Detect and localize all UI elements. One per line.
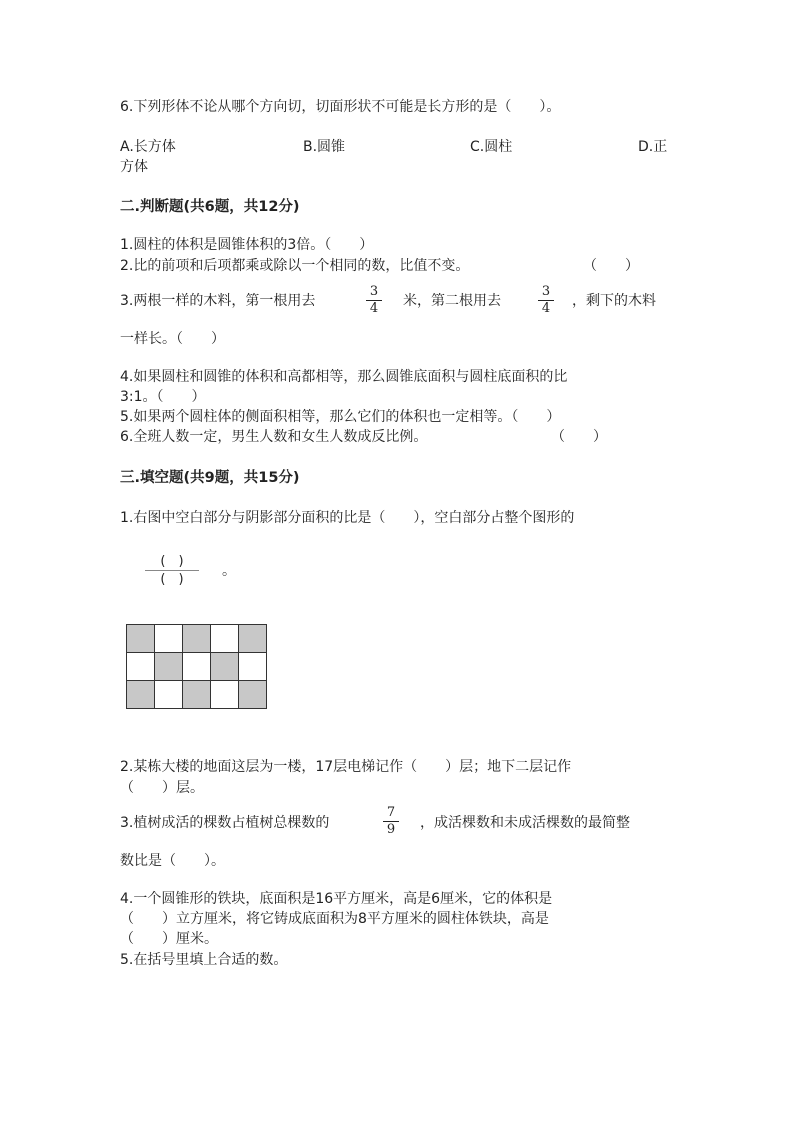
s2-q3-frac2-num: 3 — [541, 284, 551, 299]
grid-cell-shaded — [183, 681, 211, 709]
q6-option-d: D.正 — [638, 139, 668, 155]
s3-q2: 2.某栋大楼的地面这层为一楼，17层电梯记作（ ）层；地下二层记作 — [120, 759, 572, 775]
s2-q5: 5.如果两个圆柱体的侧面积相等，那么它们的体积也一定相等。（ ） — [120, 409, 561, 425]
grid-cell-blank — [211, 681, 239, 709]
s2-q3-frac1-num: 3 — [369, 284, 379, 299]
s3-q4-cont2: （ ）厘米。 — [120, 931, 218, 947]
q6-option-c: C.圆柱 — [470, 139, 513, 155]
grid-cell-shaded — [239, 681, 267, 709]
grid-cell-shaded — [211, 653, 239, 681]
grid-cell-blank — [155, 625, 183, 653]
s3-q3-frac-den: 9 — [386, 822, 396, 837]
grid-cell-blank — [211, 625, 239, 653]
grid-row — [127, 681, 267, 709]
s3-q4: 4.一个圆锥形的铁块，底面积是16平方厘米，高是6厘米，它的体积是 — [120, 891, 553, 907]
s2-q3-fraction-1 — [366, 285, 382, 316]
s2-q6: 6.全班人数一定，男生人数和女生人数成反比例。 — [120, 429, 428, 445]
s3-q1-frac-den: ( ) — [160, 572, 184, 587]
s2-q4: 4.如果圆柱和圆锥的体积和高都相等，那么圆锥底面积与圆柱底面积的比 — [120, 369, 568, 385]
grid-row — [127, 625, 267, 653]
s2-q2: 2.比的前项和后项都乘或除以一个相同的数，比值不变。 — [120, 258, 470, 274]
grid-cell-shaded — [183, 625, 211, 653]
grid-cell-blank — [239, 653, 267, 681]
s2-q3-part1: 3.两根一样的木料，第一根用去 — [120, 293, 316, 309]
s2-q4-cont: 3:1。（ ） — [120, 389, 206, 405]
s3-q4-cont1: （ ）立方厘米，将它铸成底面积为8平方厘米的圆柱体铁块，高是 — [120, 911, 549, 927]
s3-q1-period: 。 — [222, 563, 236, 579]
s3-q5: 5.在括号里填上合适的数。 — [120, 952, 288, 968]
grid-row — [127, 653, 267, 681]
grid-cell-shaded — [127, 625, 155, 653]
section3-title: 三.填空题(共9题，共15分) — [120, 470, 300, 486]
s3-q3-frac-num: 7 — [386, 805, 396, 820]
section2-title: 二.判断题(共6题，共12分) — [120, 199, 300, 215]
s3-q2-cont: （ ）层。 — [120, 780, 204, 796]
q6-option-d-cont: 方体 — [120, 159, 148, 175]
grid-cell-blank — [127, 653, 155, 681]
s3-q1: 1.右图中空白部分与阴影部分面积的比是（ ），空白部分占整个图形的 — [120, 510, 575, 526]
s3-q1-blank-fraction — [145, 554, 199, 587]
grid-cell-blank — [155, 681, 183, 709]
s2-q1: 1.圆柱的体积是圆锥体积的3倍。（ ） — [120, 237, 374, 253]
s3-q1-frac-num: ( ) — [160, 554, 184, 569]
s2-q3-fraction-2 — [538, 285, 554, 316]
s3-q3-part2: ，成活棵数和未成活棵数的最简整 — [420, 815, 630, 831]
grid-cell-shaded — [127, 681, 155, 709]
s2-q3-part3: ，剩下的木料 — [572, 293, 656, 309]
grid-cell-blank — [183, 653, 211, 681]
fraction-bar — [145, 570, 199, 571]
grid-cell-shaded — [239, 625, 267, 653]
grid-cell-shaded — [155, 653, 183, 681]
q6-option-a: A.长方体 — [120, 139, 176, 155]
s3-q3-part3: 数比是（ ）。 — [120, 853, 225, 869]
s2-q3-part2: 米，第二根用去 — [403, 293, 501, 309]
s3-q3-part1: 3.植树成活的棵数占植树总棵数的 — [120, 815, 330, 831]
s2-q3-part4: 一样长。（ ） — [120, 331, 225, 347]
s2-q6-paren: （ ） — [551, 429, 607, 445]
s2-q2-paren: （ ） — [583, 258, 639, 274]
s2-q3-frac1-den: 4 — [369, 301, 379, 316]
s3-q3-fraction — [383, 806, 399, 837]
q6-option-b: B.圆锥 — [303, 139, 346, 155]
shaded-grid-figure — [126, 624, 267, 709]
s2-q3-frac2-den: 4 — [541, 301, 551, 316]
q6-stem: 6.下列形体不论从哪个方向切，切面形状不可能是长方形的是（ ）。 — [120, 99, 561, 115]
